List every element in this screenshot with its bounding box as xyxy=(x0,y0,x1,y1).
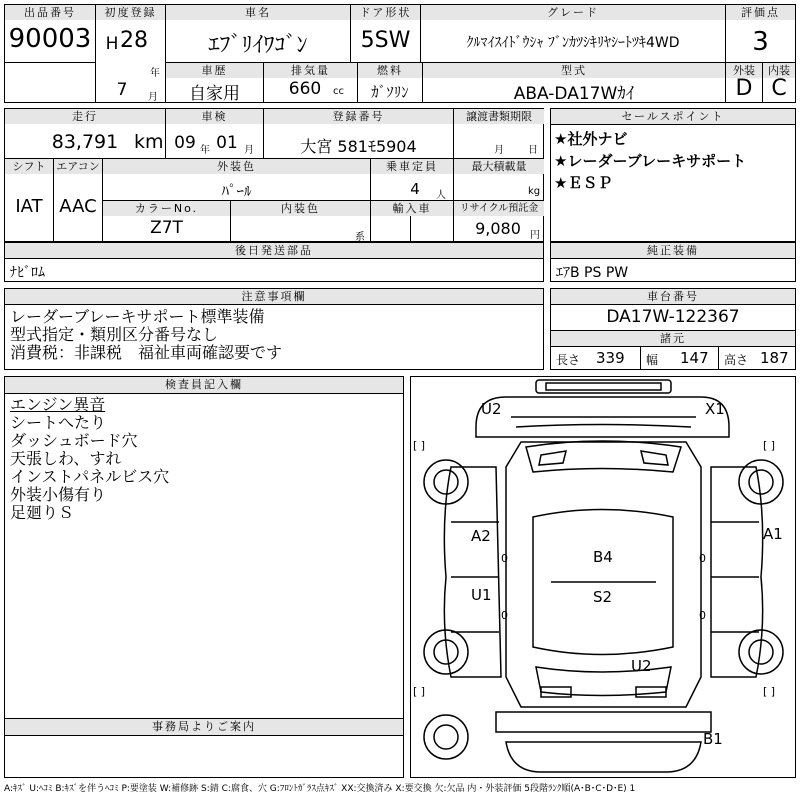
caution-label: 注意事項欄 xyxy=(5,289,543,305)
displacement-unit: cc xyxy=(333,86,344,97)
aircon-label: エアコン xyxy=(54,159,102,174)
mileage-label: 走行 xyxy=(5,109,165,124)
inspector-line: エンジン異音 xyxy=(10,395,106,414)
spec-height: 187 xyxy=(760,349,789,367)
office-label: 事務局よりご案内 xyxy=(5,719,403,736)
inspection-month: 01 xyxy=(216,133,238,153)
inspector-line: シートへたり xyxy=(10,413,107,432)
inspector-line: 外装小傷有り xyxy=(10,485,107,504)
door-label: ドア形状 xyxy=(351,5,420,20)
lot-number: 90003 xyxy=(8,24,92,54)
zero-mark: 0 xyxy=(699,609,706,622)
caution-line: 型式指定・類別区分番号なし xyxy=(10,325,219,344)
model-label: 型式 xyxy=(423,63,725,78)
int-score-label: 内装 xyxy=(763,63,795,78)
damage-code: B1 xyxy=(703,730,723,748)
damage-code: U1 xyxy=(471,586,492,604)
damage-code: U2 xyxy=(631,657,652,675)
mileage: 83,791 xyxy=(51,131,119,153)
spec-width-label: 幅 xyxy=(646,353,659,367)
grade: ｸﾙﾏｲｽｲﾄﾞｳｼｬ ﾌﾞﾝｶﾂｼｷﾘﾔｼｰﾄﾂｷ4WD xyxy=(466,35,680,51)
spec-height-label: 高さ xyxy=(724,353,749,367)
shift-label: シフト xyxy=(5,159,53,174)
max-load-label: 最大積載量 xyxy=(454,159,544,174)
inspection-month-unit: 月 xyxy=(244,145,254,156)
first-reg-era: H xyxy=(105,34,119,54)
bracket-mark: [ ] xyxy=(763,439,776,452)
first-reg-month: 7 xyxy=(116,80,128,100)
bracket-mark: [ ] xyxy=(413,439,426,452)
zero-mark: 0 xyxy=(699,552,706,565)
displacement: 660 xyxy=(288,79,322,99)
displacement-label: 排気量 xyxy=(264,63,357,78)
import-label: 輸入車 xyxy=(371,201,453,216)
fuel-label: 燃料 xyxy=(358,63,422,78)
ext-color-label: 外装色 xyxy=(103,159,370,174)
damage-code: A1 xyxy=(763,525,783,543)
car-name: ｴﾌﾞﾘｲﾜｺﾞﾝ xyxy=(208,33,308,58)
capacity: 4 xyxy=(410,180,420,198)
mileage-unit: km xyxy=(134,131,164,153)
max-load-unit: kg xyxy=(528,186,541,197)
damage-code: B4 xyxy=(593,548,613,566)
car-name-label: 車名 xyxy=(166,5,350,20)
recycle-label: リサイクル預託金 xyxy=(454,201,544,216)
inspector-line: ダッシュボード穴 xyxy=(10,431,138,450)
damage-code: U2 xyxy=(481,400,502,418)
transfer-label: 譲渡書類期限 xyxy=(454,109,544,124)
equipment-label: 純正装備 xyxy=(551,243,795,259)
recycle: 9,080 xyxy=(475,219,521,238)
capacity-label: 乗車定員 xyxy=(371,159,453,174)
first-reg-year-unit: 年 xyxy=(150,68,160,79)
inspector-line: インストパネルビス穴 xyxy=(10,467,170,486)
damage-code: S2 xyxy=(593,588,613,606)
inspection-label: 車検 xyxy=(166,109,263,124)
transfer-day-unit: 日 xyxy=(528,145,538,156)
zero-mark: 0 xyxy=(501,552,508,565)
color-no-label: カラーNo. xyxy=(103,201,230,216)
legend: A:ｷｽﾞ U:ﾍｺﾐ B:ｷｽﾞを伴うﾍｺﾐ P:要塗装 W:補修跡 S:錆 C:腐食、穴 G:ﾌﾛﾝﾄｶﾞﾗｽ点ｷｽﾞ XX:交換済み X:要交換 欠:欠品 内・外装評価 5段階ﾗﾝｸ順(A･B･C･D･E) 1 xyxy=(4,784,636,794)
spec-width: 147 xyxy=(680,349,709,367)
grade-label: グレード xyxy=(421,5,725,20)
lot-label: 出品番号 xyxy=(5,5,95,20)
history: 自家用 xyxy=(189,84,240,104)
int-color-unit: 系 xyxy=(355,232,365,243)
sales-point-item: ★社外ナビ xyxy=(554,130,628,148)
inspection-year: 09 xyxy=(174,133,196,153)
zero-mark: 0 xyxy=(501,609,508,622)
damage-code: X1 xyxy=(705,400,725,418)
history-label: 車歴 xyxy=(166,63,263,78)
later-parts: ﾅﾋﾞﾛﾑ xyxy=(10,265,45,281)
recycle-unit: 円 xyxy=(530,230,540,241)
chassis-number: DA17W-122367 xyxy=(606,307,740,327)
int-score: C xyxy=(771,76,787,101)
door-type: 5SW xyxy=(360,28,411,53)
plate-label: 登録番号 xyxy=(264,109,453,124)
bracket-mark: [ ] xyxy=(413,685,426,698)
sales-point-item: ★ＥＳＰ xyxy=(554,174,613,192)
inspection-year-unit: 年 xyxy=(200,145,210,156)
fuel: ｶﾞｿﾘﾝ xyxy=(371,83,409,101)
int-color-label: 内装色 xyxy=(231,201,370,216)
score: 3 xyxy=(752,27,769,57)
inspector-line: 天張しわ、すれ xyxy=(10,449,122,468)
chassis-label: 車台番号 xyxy=(551,289,795,305)
specs-label: 諸元 xyxy=(551,330,795,347)
spec-length: 339 xyxy=(596,349,625,367)
transfer-month-unit: 月 xyxy=(494,145,504,156)
model: ABA-DA17Wｶｲ xyxy=(513,84,635,104)
ext-score-label: 外装 xyxy=(726,63,762,78)
shift: IAT xyxy=(15,196,43,217)
inspector-line: 足廻りＳ xyxy=(10,503,75,522)
ext-color: ﾊﾟｰﾙ xyxy=(221,182,252,200)
caution-line: レーダーブレーキサポート標準装備 xyxy=(10,307,265,326)
capacity-unit: 人 xyxy=(436,190,446,201)
aircon: AAC xyxy=(59,196,97,217)
later-parts-label: 後日発送部品 xyxy=(5,243,543,259)
ext-score: D xyxy=(735,76,753,101)
spec-length-label: 長さ xyxy=(556,353,581,367)
mileage-block xyxy=(4,108,544,242)
damage-code: A2 xyxy=(471,527,491,545)
first-reg-year: 28 xyxy=(120,28,148,53)
score-label: 評価点 xyxy=(726,5,795,20)
color-no: Z7T xyxy=(150,218,183,238)
sales-point-item: ★レーダーブレーキサポート xyxy=(554,152,747,170)
first-reg-label: 初度登録 xyxy=(96,5,165,20)
car-diagram xyxy=(410,376,796,778)
inspector-label: 検査員記入欄 xyxy=(5,377,403,394)
bracket-mark: [ ] xyxy=(763,685,776,698)
sales-points-label: セールスポイント xyxy=(551,109,795,125)
caution-line: 消費税：非課税 福祉車両確認要です xyxy=(10,343,283,362)
plate: 大宮 581ﾓ5904 xyxy=(300,137,417,156)
first-reg-month-unit: 月 xyxy=(148,92,158,103)
equipment: ｴｱB PS PW xyxy=(556,265,629,281)
